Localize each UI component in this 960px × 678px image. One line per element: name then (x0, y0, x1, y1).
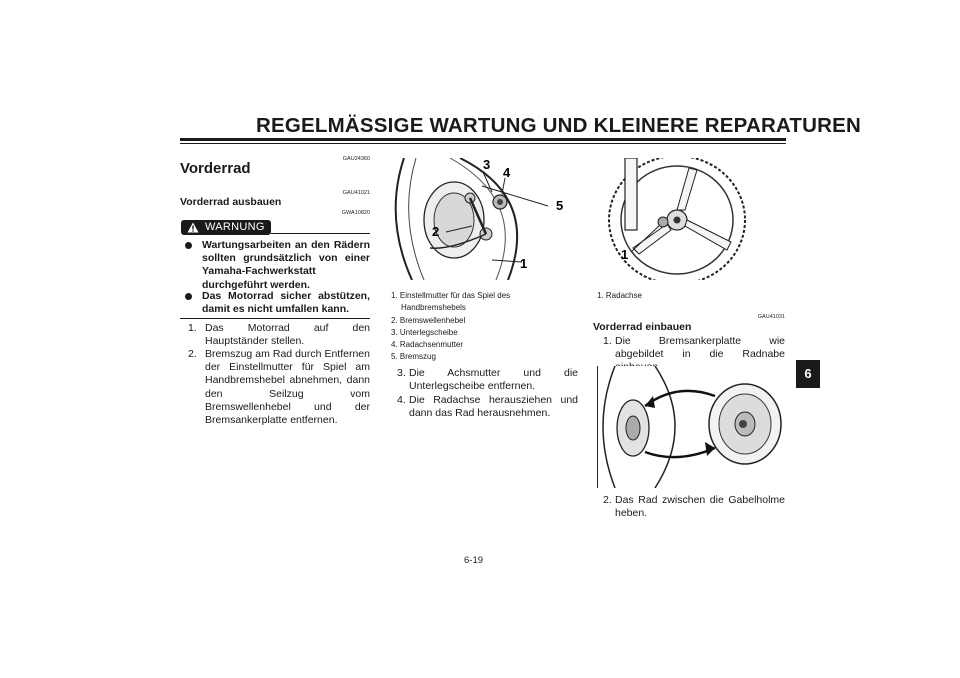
callout-5: 5 (556, 198, 564, 213)
warning-badge (181, 220, 271, 235)
header-rule (180, 138, 786, 141)
step-item (188, 348, 370, 427)
step-text: Die Radachse herausziehen und dann das Rad herausnehmen. (409, 394, 578, 420)
step-number: 3. (397, 367, 406, 379)
subsection-title: Vorderrad einbauen (593, 321, 692, 333)
legend-item: 1. Einstellmutter für das Spiel des (391, 291, 511, 300)
step-number: 1. (188, 322, 197, 334)
legend-item: 3. Unterlegscheibe (391, 327, 458, 337)
legend-item: 5. Bremszug (391, 352, 436, 362)
figure-legend (391, 290, 576, 364)
warning-code: GWA10820 (341, 210, 370, 216)
warning-rule-top (271, 233, 370, 234)
page-header-title: REGELMÄSSIGE WARTUNG UND KLEINERE REPARATUREN (256, 114, 862, 137)
callout-2: 2 (432, 224, 440, 239)
step-text: Die Bremsankerplatte wie abgebildet in die Radnabe einbauen. (615, 335, 785, 374)
step-text: Das Motorrad auf den Hauptständer stellen. (205, 322, 370, 348)
step-number: 4. (397, 394, 406, 406)
legend-item: Handbremshebels (401, 303, 466, 313)
brake-cable-figure (390, 158, 578, 280)
bullet-icon (185, 242, 192, 249)
callout-1: 1 (520, 256, 528, 271)
callout-4: 4 (503, 165, 511, 180)
chapter-tab: 6 (796, 360, 820, 388)
warning-rule-bottom (180, 318, 370, 319)
bullet-icon (185, 293, 192, 300)
section-code: GAU24360 (342, 156, 370, 162)
subsection-code: GAU41031 (757, 314, 785, 320)
warning-item (185, 290, 370, 316)
legend-item: 2. Bremswellenhebel (391, 315, 466, 325)
front-axle-figure (597, 158, 785, 280)
subsection-code: GAU41021 (342, 190, 370, 196)
brake-plate-figure (597, 366, 787, 488)
step-text: Die Achsmutter und die Unterlegscheibe entfernen. (409, 367, 578, 393)
warning-text: Wartungsarbeiten an den Rädern sollten grundsätzlich von einer Yamaha-Fachwerkstatt durchgeführt werden. (202, 239, 370, 291)
header-rule-thin (180, 143, 786, 144)
step-item (397, 394, 578, 420)
step-text: Bremszug am Rad durch Entfernen der Einstellmutter für Spiel am Handbremshebel abnehmen, dann den Seilzug vom Bremswellenhebel und der Bremsankerplatte entfernen. (205, 348, 370, 427)
warning-text: Das Motorrad sicher abstützen, damit es nicht umfallen kann. (202, 290, 370, 316)
warning-item (185, 239, 370, 292)
step-item (188, 322, 370, 348)
page-number: 6-19 (464, 555, 484, 566)
subsection-title: Vorderrad ausbauen (180, 196, 282, 208)
step-item (397, 367, 578, 393)
step-number: 2. (188, 348, 197, 360)
legend-item: 4. Radachsenmutter (391, 340, 464, 350)
figure-legend-item: 1. Radachse (597, 291, 642, 300)
step-number: 2. (603, 494, 612, 506)
section-title: Vorderrad (180, 160, 251, 177)
warning-triangle-icon (187, 222, 199, 233)
step-number: 1. (603, 335, 612, 347)
callout-1: 1 (621, 247, 629, 262)
warning-label: WARNUNG (205, 221, 265, 233)
callout-3: 3 (483, 158, 491, 172)
step-item (603, 494, 785, 520)
step-text: Das Rad zwischen die Gabelholme heben. (615, 494, 785, 520)
